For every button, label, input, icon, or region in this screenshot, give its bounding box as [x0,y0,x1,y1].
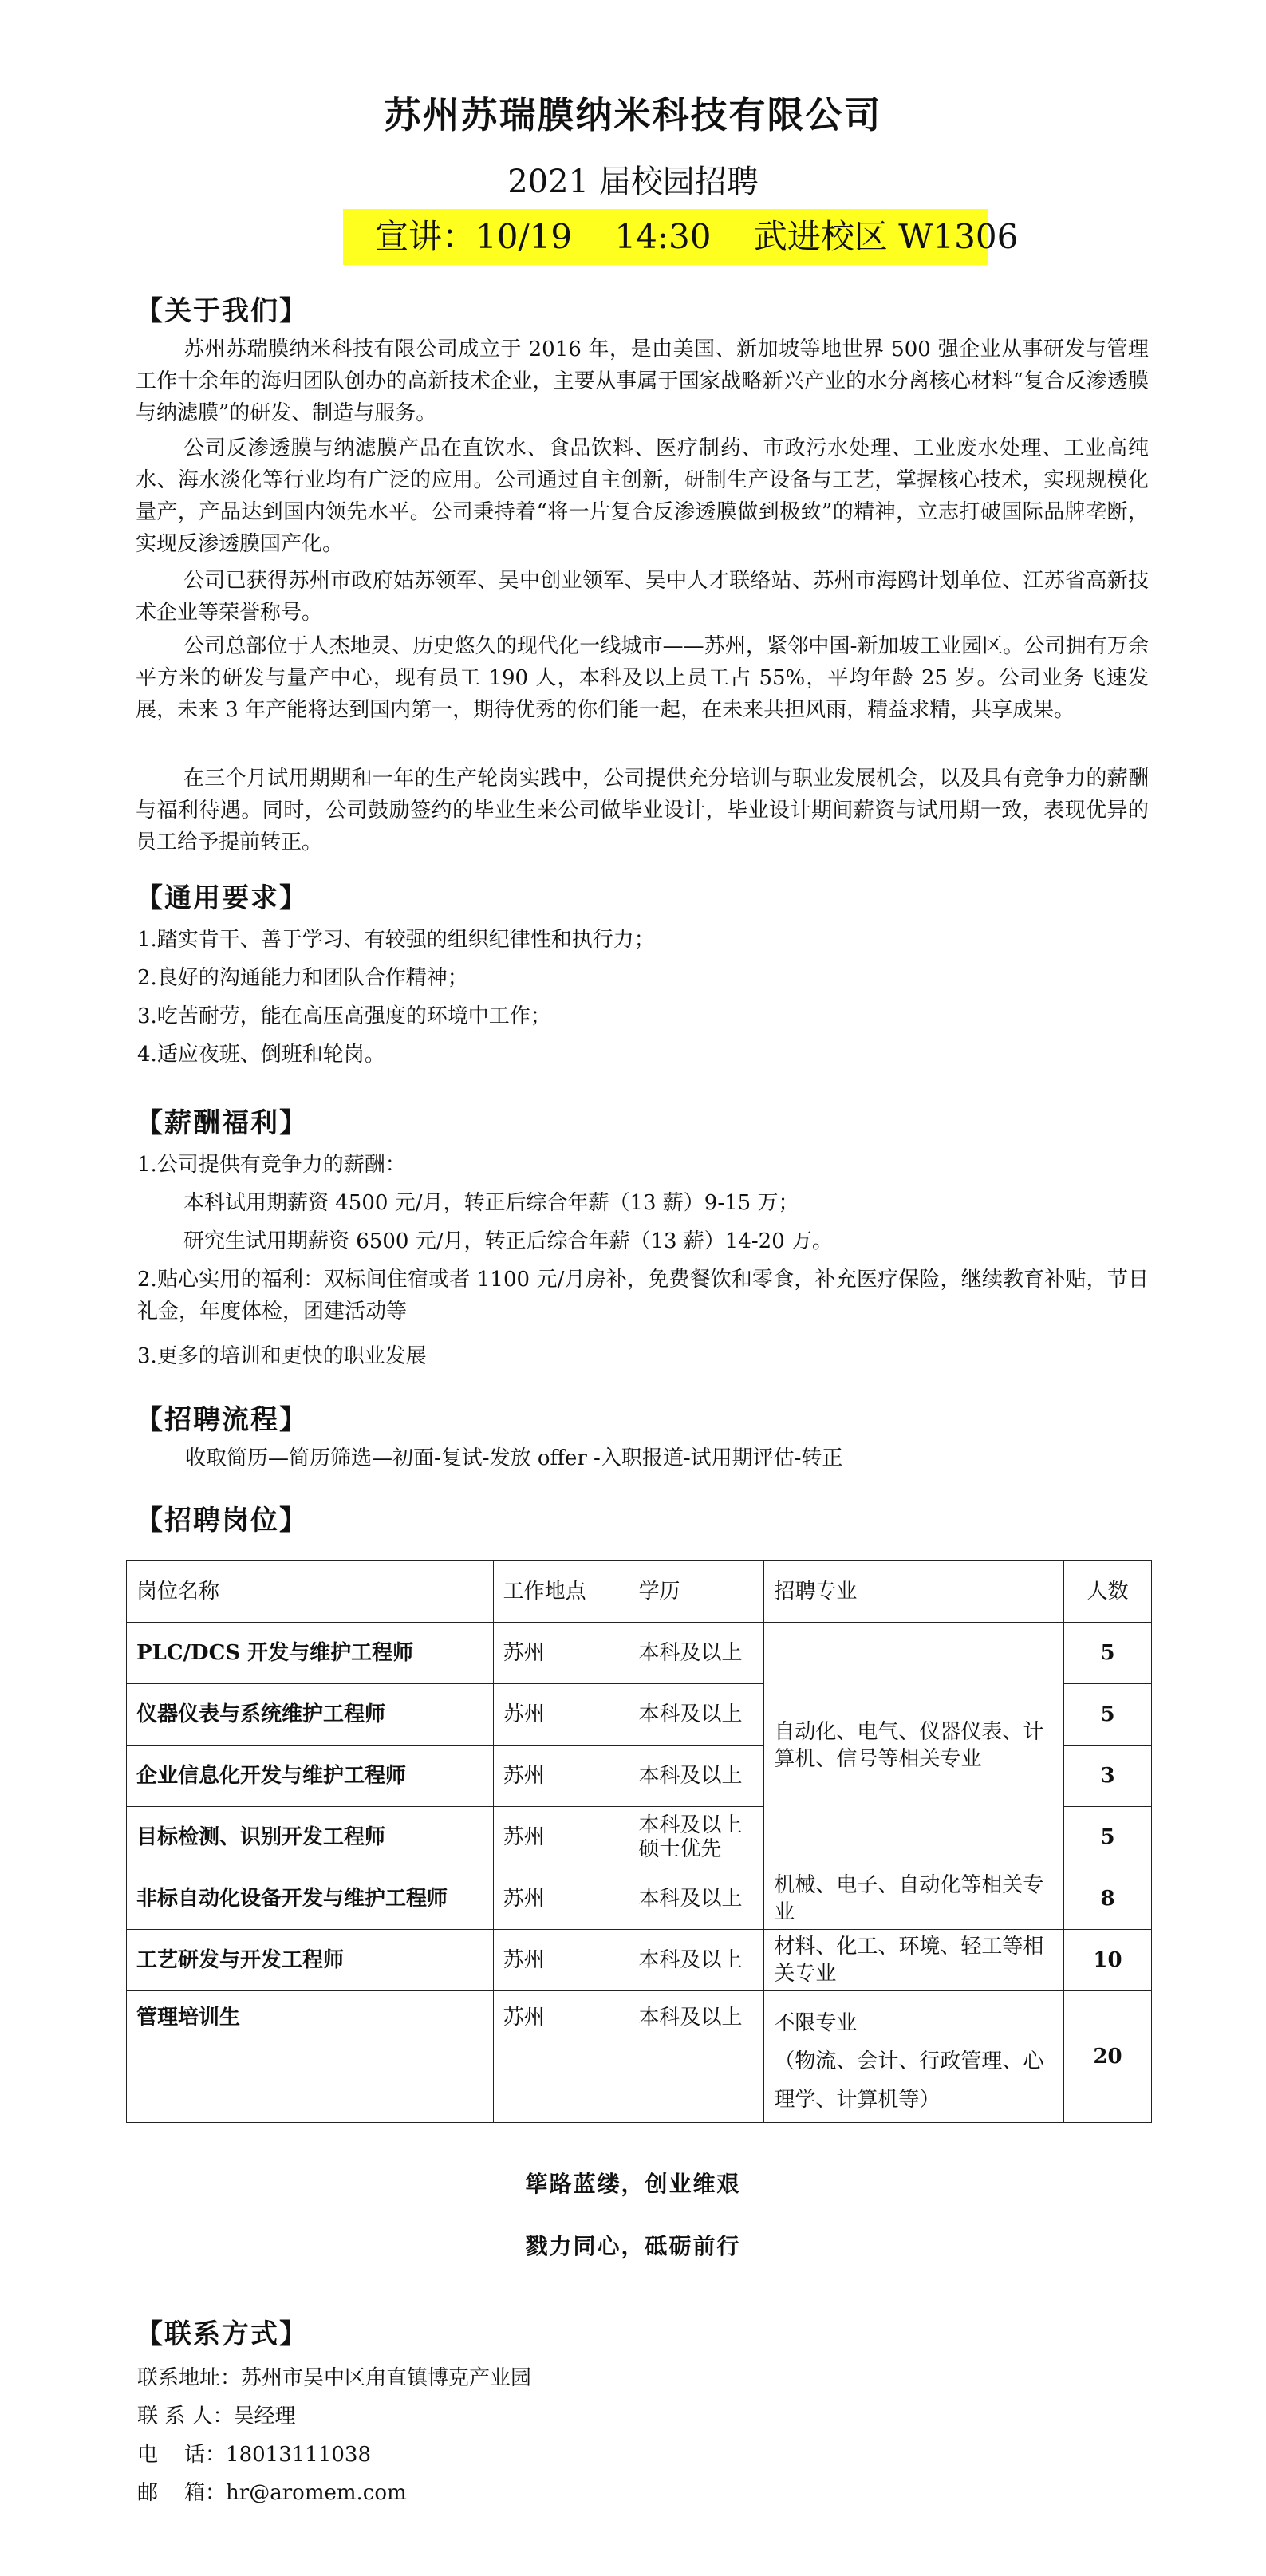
position-name: 企业信息化开发与维护工程师 [127,1746,494,1807]
position-count: 3 [1064,1746,1152,1807]
position-location: 苏州 [493,1930,629,1991]
header-position: 岗位名称 [127,1561,494,1623]
position-count: 5 [1064,1623,1152,1684]
benefit-welfare: 2.贴心实用的福利：双标间住宿或者 1100 元/月房补，免费餐饮和零食，补充医疗保险，继续教育补贴，节日礼金，年度体检，团建活动等 [137,1268,1149,1324]
benefit-salary-graduate: 研究生试用期薪资 6500 元/月，转正后综合年薪（13 薪）14-20 万。 [183,1229,834,1253]
about-paragraph-2: 公司反渗透膜与纳滤膜产品在直饮水、食品饮料、医疗制药、市政污水处理、工业废水处理、工业高纯水、海水淡化等行业均有广泛的应用。公司通过自主创新，研制生产设备与工艺，掌握核心技术，实现规模化量产，产品达到国内领先水平。公司秉持着“将一片复合反渗透膜做到极致”的精神，立志打破国际品牌垄断，实现反渗透膜国产化。 [136,436,1149,556]
benefit-training: 3.更多的培训和更快的职业发展 [137,1344,427,1368]
position-major-note: （物流、会计、行政管理、心理学、计算机等） [774,2049,1044,2112]
position-count: 5 [1064,1807,1152,1868]
position-education: 本科及以上 [629,1868,764,1930]
position-location: 苏州 [493,1746,629,1807]
position-education: 本科及以上 [629,1991,764,2123]
table-row [127,1991,1152,2123]
requirement-item: 1.踏实肯干、善于学习、有较强的组织纪律性和执行力； [137,928,655,952]
presentation-banner: 宣讲：10/19 14:30 武进校区 W1306 [343,209,988,265]
position-name: 管理培训生 [127,1991,494,2123]
header-major: 招聘专业 [764,1561,1064,1623]
position-major-main: 不限专业 [774,2011,858,2035]
slogan-2: 戮力同心，砥砺前行 [525,2233,741,2259]
benefits-heading: 【薪酬福利】 [136,1107,308,1139]
header-location: 工作地点 [493,1561,629,1623]
position-count: 8 [1064,1868,1152,1930]
position-education: 本科及以上 [629,1684,764,1746]
position-count: 5 [1064,1684,1152,1746]
contact-person: 联 系 人：吴经理 [137,2404,296,2428]
recruitment-subtitle: 2021 届校园招聘 [507,164,759,200]
position-major: 材料、化工、环境、轻工等相关专业 [764,1930,1064,1991]
contact-phone: 电 话：18013111038 [137,2443,372,2467]
about-heading: 【关于我们】 [136,295,308,327]
position-location: 苏州 [493,1991,629,2123]
requirement-item: 3.吃苦耐劳，能在高压高强度的环境中工作； [137,1004,551,1028]
position-education: 本科及以上 [629,1930,764,1991]
requirement-item: 2.良好的沟通能力和团队合作精神； [137,966,468,990]
header-count: 人数 [1064,1561,1152,1623]
position-location: 苏州 [493,1623,629,1684]
position-name: 工艺研发与开发工程师 [127,1930,494,1991]
position-major: 机械、电子、自动化等相关专业 [764,1868,1064,1930]
table-row [127,1868,1152,1930]
about-paragraph-4: 公司总部位于人杰地灵、历史悠久的现代化一线城市——苏州，紧邻中国-新加坡工业园区。公司拥有万余平方米的研发与量产中心，现有员工 190 人，本科及以上员工占 55%，平均年龄 25 岁。公司业务飞速发展，未来 3 年产能将达到国内第一，期待优秀的你们能一起，在未来共担风雨，精益求精，共享成果。 [136,634,1149,722]
table-row [127,1930,1152,1991]
contact-email: 邮 箱：hr@aromem.com [137,2481,407,2505]
position-name: PLC/DCS 开发与维护工程师 [127,1623,494,1684]
position-education: 本科及以上 [629,1746,764,1807]
process-heading: 【招聘流程】 [136,1404,308,1436]
process-text: 收取简历—简历筛选—初面-复试-发放 offer -入职报道-试用期评估-转正 [185,1446,843,1470]
contact-address: 联系地址：苏州市吴中区甪直镇博克产业园 [137,2366,532,2390]
position-location: 苏州 [493,1684,629,1746]
contact-heading: 【联系方式】 [136,2318,308,2350]
position-location: 苏州 [493,1807,629,1868]
position-location: 苏州 [493,1868,629,1930]
position-name: 非标自动化设备开发与维护工程师 [127,1868,494,1930]
company-title: 苏州苏瑞膜纳米科技有限公司 [384,93,882,136]
position-major [764,1991,1064,2123]
about-paragraph-5: 在三个月试用期期和一年的生产轮岗实践中，公司提供充分培训与职业发展机会，以及具有竞争力的薪酬与福利待遇。同时，公司鼓励签约的毕业生来公司做毕业设计，毕业设计期间薪资与试用期一致，表现优异的员工给予提前转正。 [136,767,1149,854]
position-education: 本科及以上 [629,1623,764,1684]
positions-table [126,1560,1152,2123]
benefit-salary: 1.公司提供有竞争力的薪酬： [137,1153,406,1177]
slogan-1: 筚路蓝缕，创业维艰 [525,2171,741,2197]
about-paragraph-3: 公司已获得苏州市政府姑苏领军、吴中创业领军、吴中人才联络站、苏州市海鸥计划单位、江苏省高新技术企业等荣誉称号。 [136,569,1149,625]
table-row [127,1623,1152,1684]
requirements-heading: 【通用要求】 [136,882,308,914]
position-name: 目标检测、识别开发工程师 [127,1807,494,1868]
about-paragraph-1: 苏州苏瑞膜纳米科技有限公司成立于 2016 年，是由美国、新加坡等地世界 500 强企业从事研发与管理工作十余年的海归团队创办的高新技术企业，主要从事属于国家战略新兴产业的水分离核心材料“复合反渗透膜与纳滤膜”的研发、制造与服务。 [136,337,1149,425]
position-name: 仪器仪表与系统维护工程师 [127,1684,494,1746]
position-shared-major: 自动化、电气、仪器仪表、计算机、信号等相关专业 [764,1623,1064,1868]
requirement-item: 4.适应夜班、倒班和轮岗。 [137,1043,385,1067]
positions-heading: 【招聘岗位】 [136,1505,308,1537]
header-education: 学历 [629,1561,764,1623]
position-count: 20 [1064,1991,1152,2123]
table-header-row [127,1561,1152,1623]
position-education: 本科及以上 硕士优先 [629,1807,764,1868]
position-count: 10 [1064,1930,1152,1991]
benefit-salary-bachelor: 本科试用期薪资 4500 元/月，转正后综合年薪（13 薪）9-15 万； [183,1191,799,1215]
